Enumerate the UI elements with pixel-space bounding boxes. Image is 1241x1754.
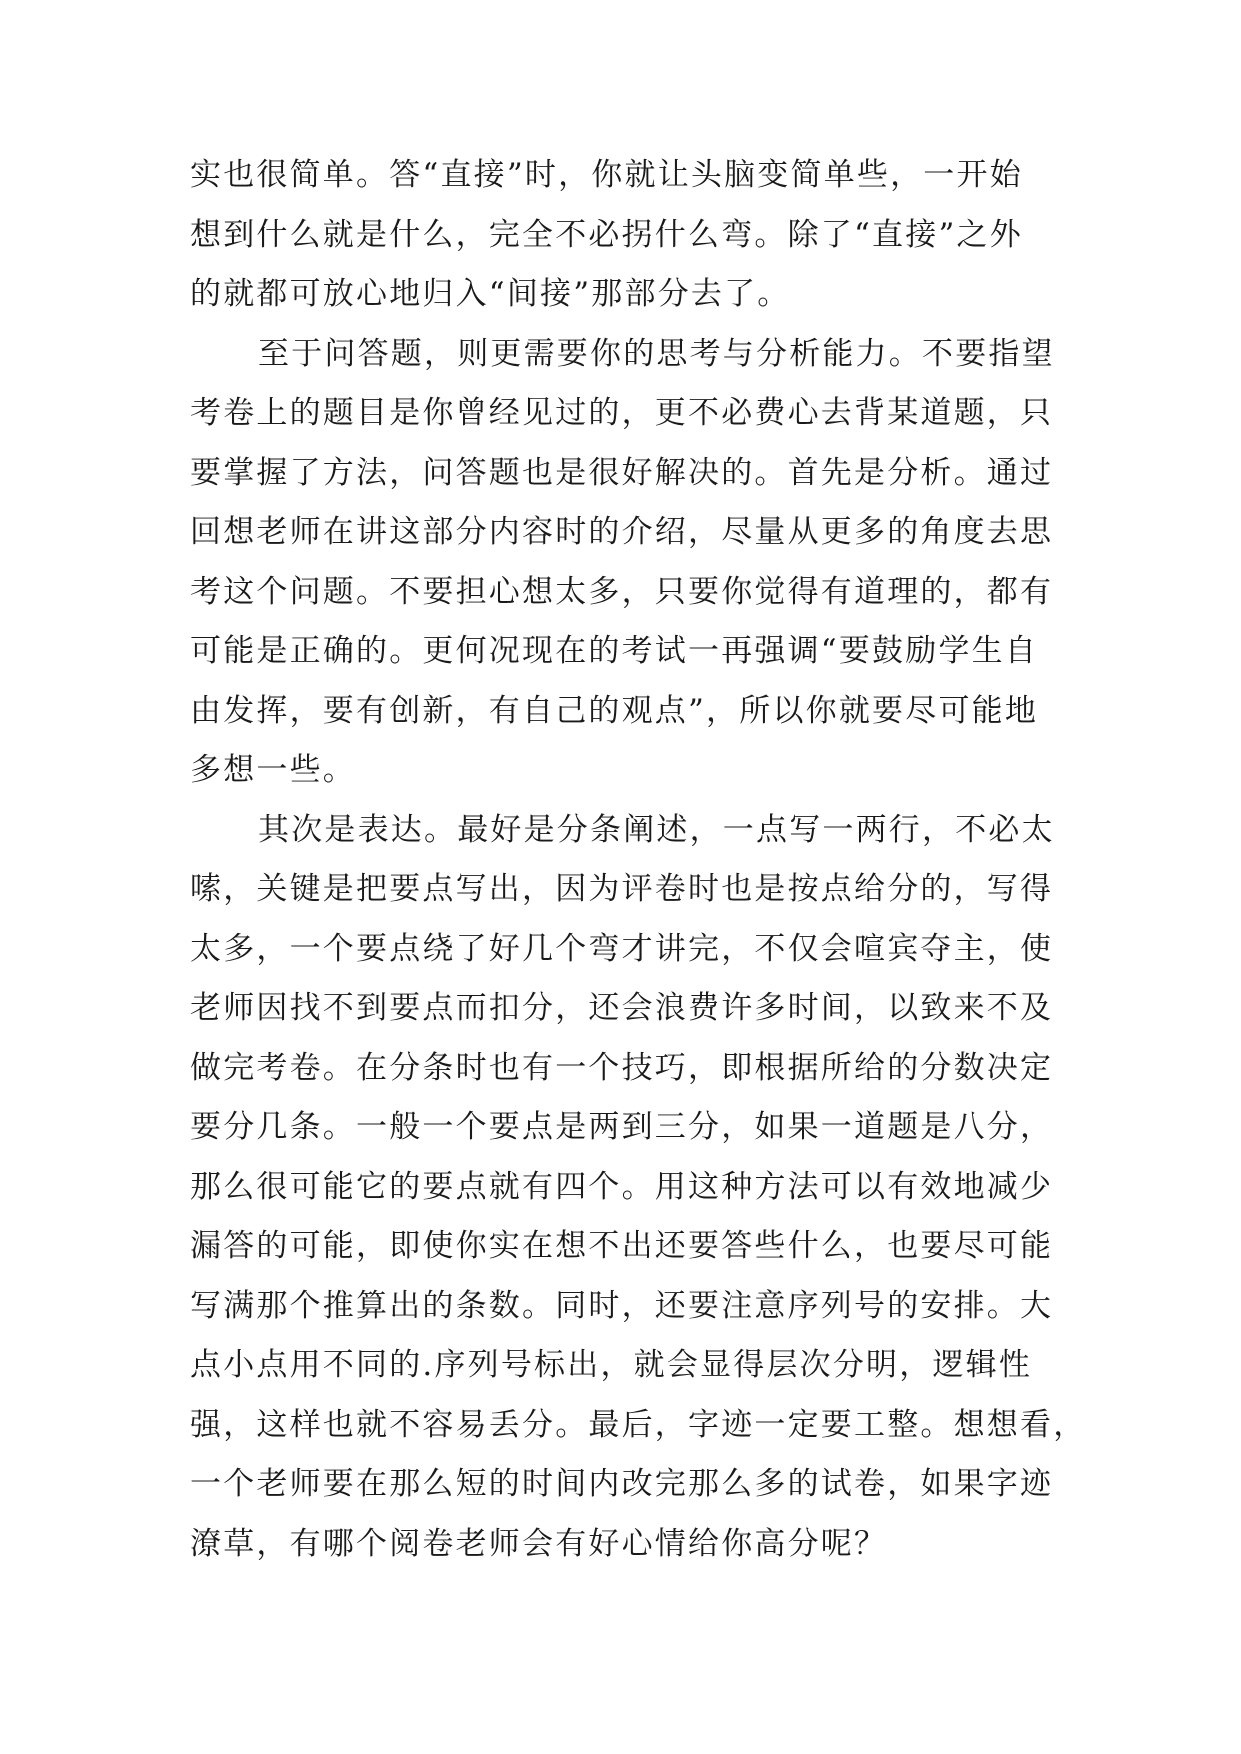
text-line: 其次是表达。最好是分条阐述，一点写一两行，不必太 bbox=[258, 811, 1055, 848]
text-line: 由发挥，要有创新，有自己的观点”，所以你就要尽可能地 bbox=[190, 692, 1039, 729]
body-text bbox=[190, 146, 1087, 1574]
text-line: 嗦，关键是把要点写出，因为评卷时也是按点给分的，写得 bbox=[190, 871, 1054, 907]
text-line: 要分几条。一般一个要点是两到三分，如果一道题是八分， bbox=[190, 1109, 1054, 1145]
text-line: 强，这样也就不容易丢分。最后，字迹一定要工整。想想看， bbox=[190, 1406, 1087, 1443]
text-line: 实也很简单。答“直接”时，你就让头脑变简单些，一开始 bbox=[190, 157, 1023, 193]
text-line: 太多，一个要点绕了好几个弯才讲完，不仅会喧宾夺主，使 bbox=[190, 930, 1054, 967]
paragraph-1 bbox=[190, 146, 1070, 325]
text-line: 要掌握了方法，问答题也是很好解决的。首先是分析。通过 bbox=[190, 454, 1054, 491]
text-line: 漏答的可能，即使你实在想不出还要答些什么，也要尽可能 bbox=[190, 1228, 1054, 1264]
paragraph-3 bbox=[190, 801, 1087, 1575]
text-line: 的就都可放心地归入“间接”那部分去了。 bbox=[190, 276, 791, 312]
text-line: 考卷上的题目是你曾经见过的，更不必费心去背某道题，只 bbox=[190, 395, 1054, 431]
text-line: 写满那个推算出的条数。同时，还要注意序列号的安排。大 bbox=[190, 1287, 1054, 1324]
text-line: 一个老师要在那么短的时间内改完那么多的试卷，如果字迹 bbox=[190, 1466, 1054, 1502]
text-line: 多想一些。 bbox=[190, 752, 356, 788]
text-line: 至于问答题，则更需要你的思考与分析能力。不要指望 bbox=[258, 335, 1055, 372]
text-line: 老师因找不到要点而扣分，还会浪费许多时间，以致来不及 bbox=[190, 990, 1054, 1026]
text-line: 可能是正确的。更何况现在的考试一再强调“要鼓励学生自 bbox=[190, 633, 1039, 669]
text-line: 点小点用不同的.序列号标出，就会显得层次分明，逻辑性 bbox=[190, 1347, 1033, 1383]
text-line: 想到什么就是什么，完全不必拐什么弯。除了“直接”之外 bbox=[190, 216, 1023, 253]
text-line: 做完考卷。在分条时也有一个技巧，即根据所给的分数决定 bbox=[190, 1049, 1054, 1086]
text-line: 考这个问题。不要担心想太多，只要你觉得有道理的，都有 bbox=[190, 573, 1054, 610]
text-line: 潦草，有哪个阅卷老师会有好心情给你高分呢？ bbox=[190, 1525, 888, 1562]
paragraph-2 bbox=[190, 325, 1070, 801]
text-line: 那么很可能它的要点就有四个。用这种方法可以有效地减少 bbox=[190, 1168, 1054, 1205]
text-line: 回想老师在讲这部分内容时的介绍，尽量从更多的角度去思 bbox=[190, 514, 1054, 550]
